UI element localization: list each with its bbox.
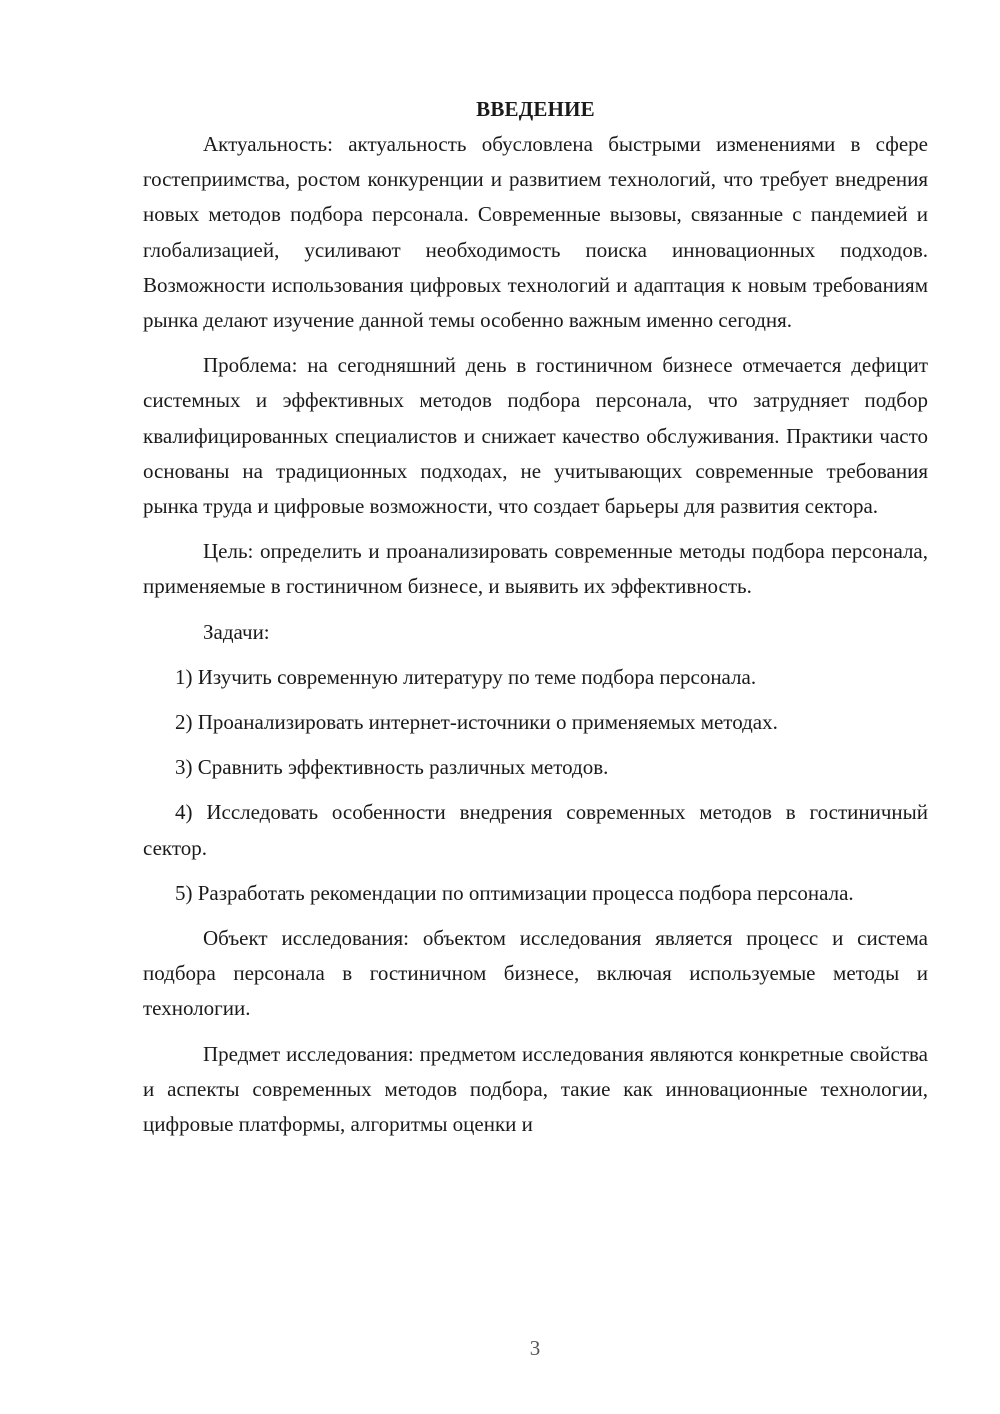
problem-paragraph: Проблема: на сегодняшний день в гостиничном бизнесе отмечается дефицит системных и эффективных методов подбора персонала, что затрудняет подбор квалифицированных специалистов и снижает качество обслуживания. Практики часто основаны на традиционных подходах, не учитывающих современные требования рынка труда и цифровые возможности, что создает барьеры для развития сектора. — [143, 353, 928, 519]
task-item: 5) Разработать рекомендации по оптимизации процесса подбора персонала. — [175, 880, 854, 905]
page-number: 3 — [529, 1336, 541, 1360]
page-content — [143, 92, 928, 1142]
tasks-label: Задачи: — [203, 619, 270, 644]
task-item: 4) Исследовать особенности внедрения современных методов в гостиничный сектор. — [143, 800, 928, 860]
goal-paragraph: Цель: определить и проанализировать современные методы подбора персонала, применяемые в гостиничном бизнесе, и выявить их эффективность. — [143, 539, 928, 599]
object-paragraph: Объект исследования: объектом исследования является процесс и система подбора персонала в гостиничном бизнесе, включая используемые методы и технологии. — [143, 926, 928, 1021]
task-item: 2) Проанализировать интернет-источники о применяемых методах. — [175, 710, 778, 735]
section-title: ВВЕДЕНИЕ — [476, 97, 595, 121]
subject-paragraph: Предмет исследования: предметом исследования являются конкретные свойства и аспекты современных методов подбора, такие как инновационные технологии, цифровые платформы, алгоритмы оценки и — [143, 1041, 928, 1137]
relevance-paragraph: Актуальность: актуальность обусловлена быстрыми изменениями в сфере гостеприимства, ростом конкуренции и развитием технологий, что требует внедрения новых методов подбора персонала. Современные вызовы, связанные с пандемией и глобализацией, усиливают необходимость поиска инновационных подходов. Возможности использования цифровых технологий и адаптация к новым требованиям рынка делают изучение данной темы особенно важным именно сегодня. — [143, 132, 928, 333]
task-item: 1) Изучить современную литературу по теме подбора персонала. — [175, 664, 757, 689]
task-item: 3) Сравнить эффективность различных методов. — [175, 755, 609, 780]
